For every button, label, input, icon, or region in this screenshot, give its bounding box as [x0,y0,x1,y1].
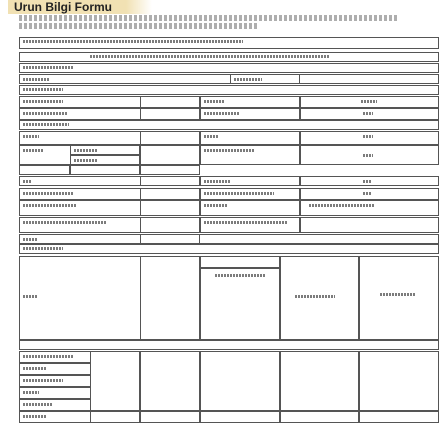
form-cell [140,176,200,186]
form-cell [300,96,439,108]
form-cell [300,217,439,233]
form-cell [200,176,300,186]
form-cell [140,411,200,423]
form-cell [300,108,439,120]
form-cell [140,256,200,340]
form-cell [300,176,439,186]
form-row [19,52,439,62]
form-row [19,63,439,73]
form-cell [280,351,359,411]
form-cell [140,165,200,175]
form-cell [200,351,280,411]
form-cell [200,108,300,120]
form-row [19,120,439,130]
form-cell [300,131,439,145]
form-cell [90,351,140,411]
form-cell [140,200,200,216]
form-cell [70,155,140,165]
form-cell [70,165,140,175]
form-row [19,74,439,84]
form-cell [200,256,280,268]
form-row [19,37,439,49]
form-cell [300,200,439,216]
form-cell [140,131,200,145]
form-cell [200,145,300,165]
header-text-block [19,15,419,31]
form-cell [300,188,439,200]
form-cell [200,200,300,216]
form-cell [90,411,140,423]
form-cell [230,74,300,84]
form-cell [140,188,200,200]
form-row [19,234,439,244]
form-cell [359,256,439,340]
form-cell [140,351,200,411]
form-cell [280,411,359,423]
form-cell [140,145,200,165]
form-cell [200,268,280,340]
form-cell [359,351,439,411]
form-row [19,85,439,95]
form-cell [359,411,439,423]
form-cell [300,145,439,165]
form-cell [200,96,300,108]
form-cell [70,145,140,155]
form-cell [140,108,200,120]
form-cell [200,188,300,200]
form-cell [140,234,200,244]
form-cell [200,411,280,423]
page-title: Urun Bilgi Formu [8,0,152,14]
form-cell [200,217,300,233]
form-row [19,244,439,254]
form-row [19,165,70,175]
form-cell [280,256,359,340]
form-cell [140,96,200,108]
form-cell [200,131,300,145]
form-cell [140,217,200,233]
form-row [19,340,439,350]
